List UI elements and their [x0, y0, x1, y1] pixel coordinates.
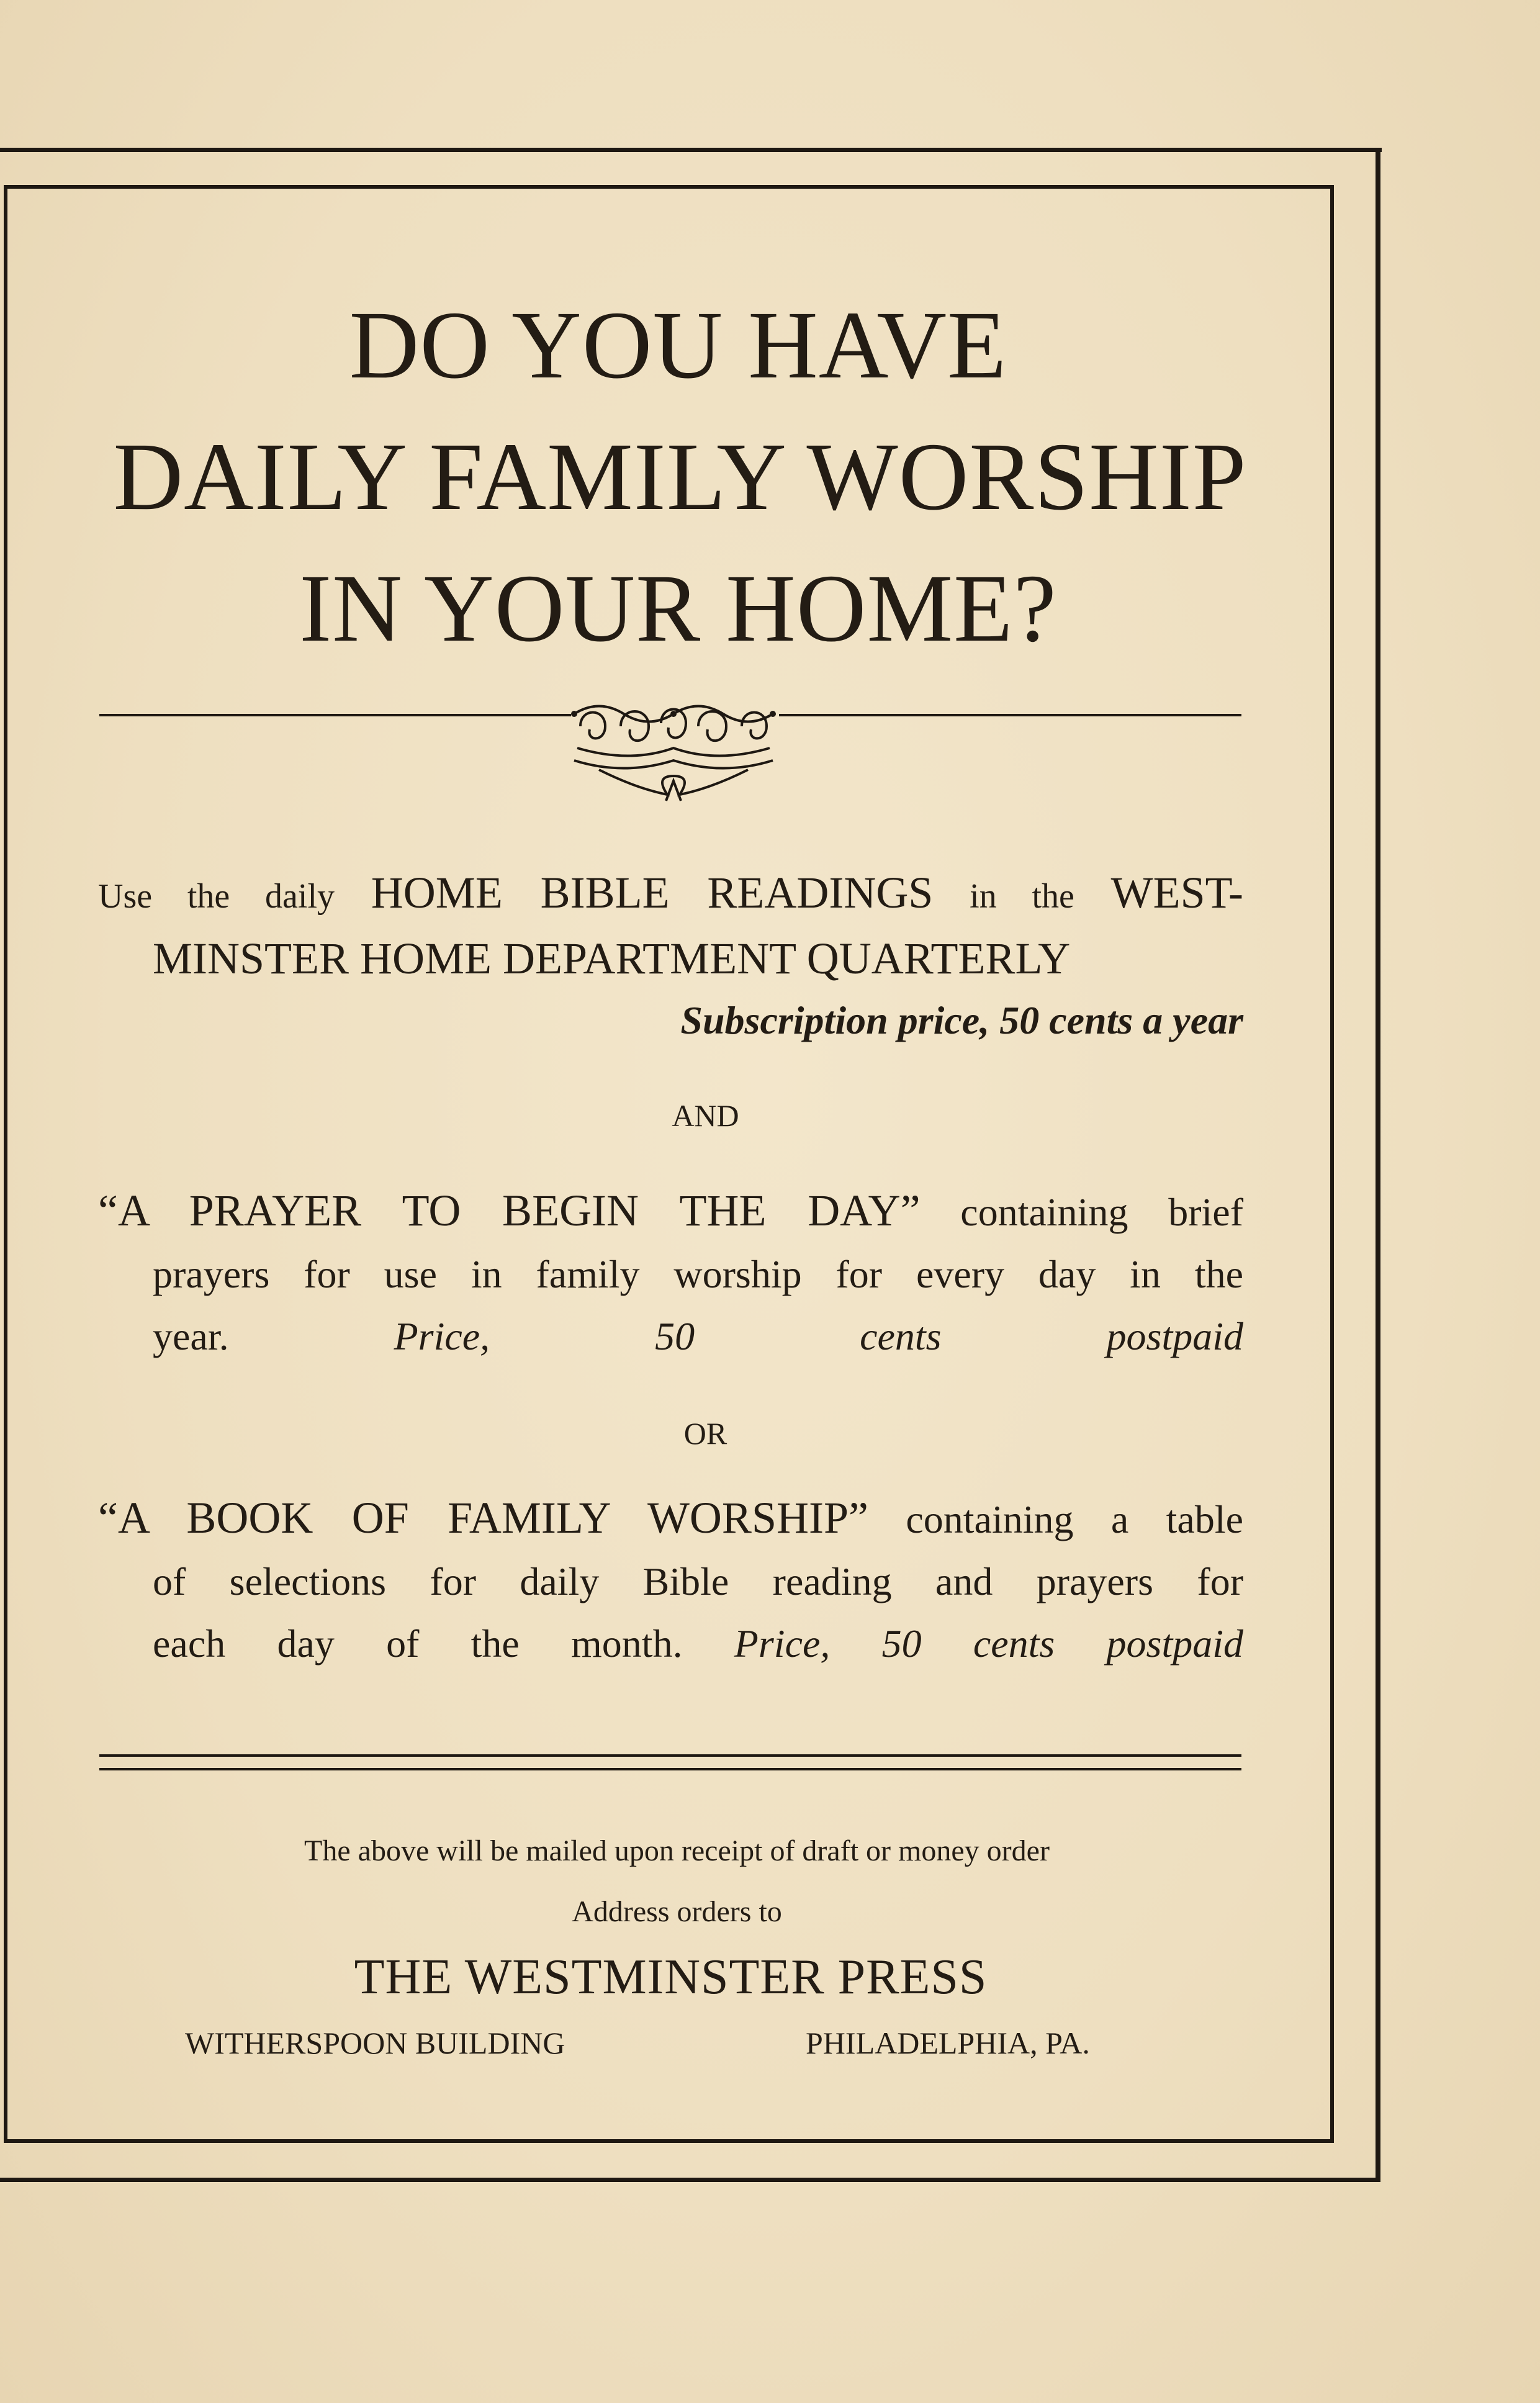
- offer-quarterly: [98, 862, 1243, 1052]
- offer-prayer-price: Price, 50 cents postpaid: [394, 1314, 1244, 1358]
- publisher-building: WITHERSPOON BUILDING: [185, 2026, 565, 2060]
- offer-prayer-title: “A PRAYER TO BEGIN THE DAY”: [98, 1186, 921, 1235]
- outer-border-top: [0, 148, 1382, 152]
- outer-border-bottom: [0, 2178, 1377, 2182]
- offer-book-desc-1: containing a table: [906, 1497, 1244, 1541]
- offer-quarterly-price: Subscription price, 50 cents a year: [680, 998, 1243, 1042]
- ornament-rule-right: [779, 714, 1241, 716]
- offer-book-title: “A BOOK OF FAMILY WORSHIP”: [98, 1493, 868, 1543]
- separator-or: OR: [683, 1416, 727, 1451]
- headline-line-3: IN YOUR HOME?: [299, 554, 1057, 662]
- footer-rule-top: [99, 1754, 1241, 1757]
- footer-rule-bottom: [99, 1768, 1241, 1770]
- headline-line-2: DAILY FAMILY WORSHIP: [113, 423, 1247, 530]
- publisher-city: PHILADELPHIA, PA.: [806, 2026, 1090, 2060]
- offer-quarterly-title-1: HOME BIBLE READINGS: [371, 868, 934, 917]
- offer-book: [98, 1487, 1243, 1675]
- offer-prayer-desc-2: prayers for use in family worship for every day in the: [153, 1252, 1243, 1296]
- ornament-rule-left: [99, 714, 571, 716]
- offer-quarterly-lead: Use the daily: [98, 877, 335, 916]
- offer-book-price: Price, 50 cents postpaid: [734, 1621, 1243, 1666]
- offer-prayer: [98, 1179, 1243, 1368]
- headline-line-1: DO YOU HAVE: [349, 291, 1007, 399]
- offer-book-desc-3: each day of the month.: [153, 1621, 683, 1666]
- footer-address-label: Address orders to: [572, 1895, 782, 1928]
- separator-and: AND: [672, 1098, 739, 1133]
- offer-prayer-desc-1: containing brief: [960, 1190, 1243, 1234]
- offer-quarterly-title-2: WEST-: [1110, 868, 1243, 917]
- offer-quarterly-title-3: MINSTER HOME DEPARTMENT QUARTERLY: [153, 934, 1071, 983]
- offer-quarterly-mid: in the: [970, 877, 1074, 916]
- offer-book-desc-2: of selections for daily Bible reading and prayers for: [153, 1559, 1243, 1603]
- scroll-flourish-ornament-icon: [562, 701, 785, 813]
- footer-note: The above will be mailed upon receipt of draft or money order: [304, 1834, 1050, 1867]
- offer-prayer-desc-3: year.: [153, 1314, 229, 1358]
- publisher-name: THE WESTMINSTER PRESS: [354, 1950, 988, 2004]
